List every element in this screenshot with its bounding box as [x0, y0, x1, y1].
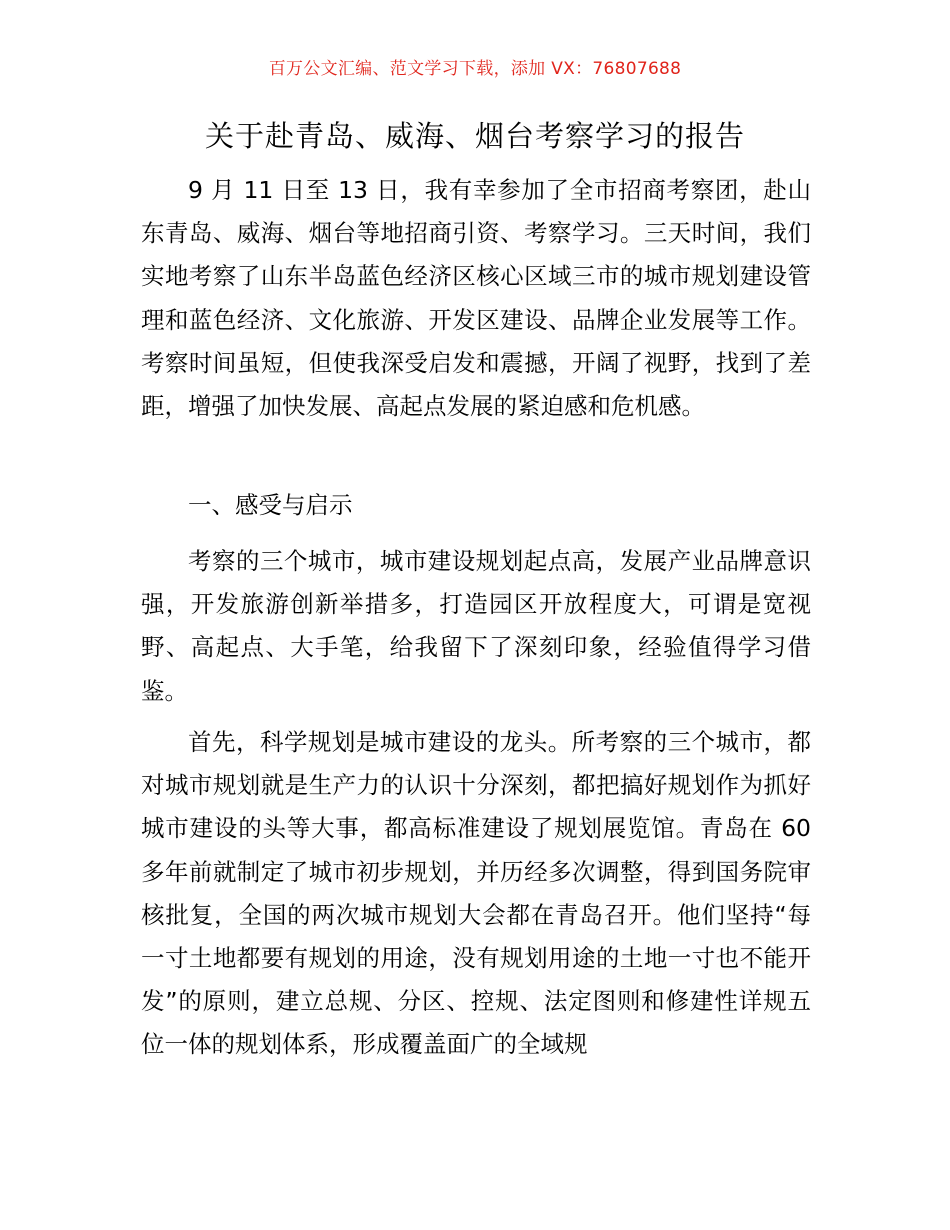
- document-title: 关于赴青岛、威海、烟台考察学习的报告: [204, 119, 745, 153]
- paragraph-intro: 9 月 11 日至 13 日，我有幸参加了全市招商考察团，赴山东青岛、威海、烟台等地招商引资、考察学习。三天时间，我们实地考察了山东半岛蓝色经济区核心区域三市的城市规划建设管理和蓝色经济、文化旅游、开发区建设、品牌企业发展等工作。考察时间虽短，但使我深受启发和震撼，开阔了视野，找到了差距，增强了加快发展、高起点发展的紧迫感和危机感。: [141, 176, 811, 421]
- header-note: 百万公文汇编、范文学习下载，添加 VX：76807688: [268, 59, 682, 79]
- section-heading: 一、感受与启示: [188, 491, 353, 519]
- paragraph-impressions: 考察的三个城市，城市建设规划起点高，发展产业品牌意识强，开发旅游创新举措多，打造园区开放程度大，可谓是宽视野、高起点、大手笔，给我留下了深刻印象，经验值得学习借鉴。: [141, 547, 811, 705]
- paragraph-planning: 首先，科学规划是城市建设的龙头。所考察的三个城市，都对城市规划就是生产力的认识十分深刻，都把搞好规划作为抓好城市建设的头等大事，都高标准建设了规划展览馆。青岛在 60 多年前就制定了城市初步规划，并历经多次调整，得到国务院审核批复，全国的两次城市规划大会都在青岛召开。他们坚持“每一寸土地都要有规划的用途，没有规划用途的土地一寸也不能开发”的原则，建立总规、分区、控规、法定图则和修建性详规五位一体的规划体系，形成覆盖面广的全域规: [141, 728, 811, 1059]
